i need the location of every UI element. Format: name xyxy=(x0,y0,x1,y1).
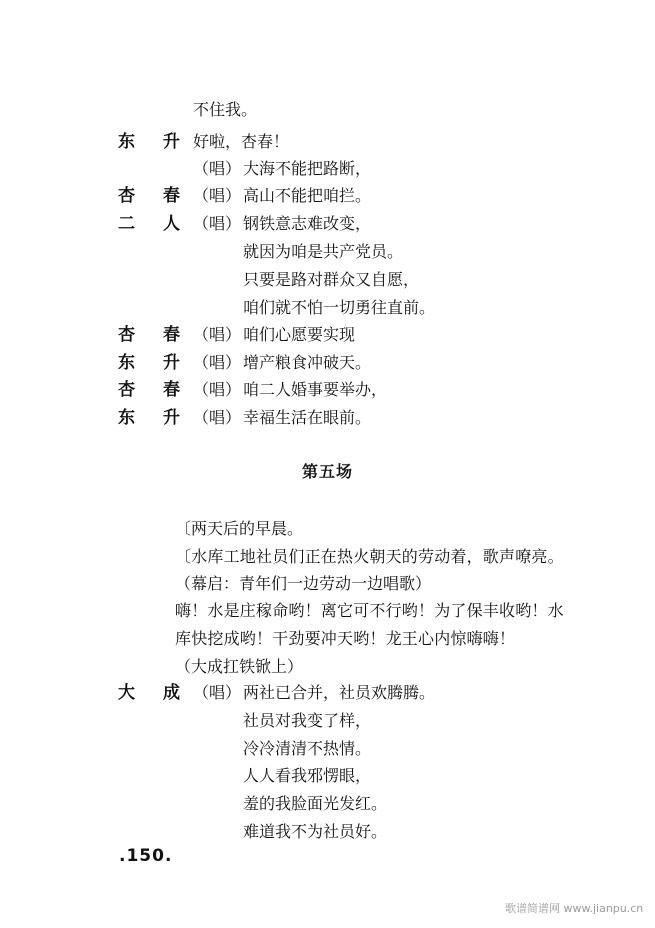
script-line xyxy=(0,737,655,761)
speaker-name: 杏 春 xyxy=(118,325,180,345)
script-line xyxy=(0,296,655,320)
script-line xyxy=(0,406,655,430)
line-text: 好啦，杏春！ xyxy=(193,132,290,151)
stage-direction: 〔两天后的早晨。 xyxy=(175,519,304,538)
sing-cue: （唱） xyxy=(193,186,242,205)
script-line xyxy=(0,323,655,347)
script-line xyxy=(0,378,655,402)
script-line xyxy=(0,240,655,264)
script-line xyxy=(0,184,655,208)
speaker-name: 杏 春 xyxy=(118,380,180,400)
script-line xyxy=(0,268,655,292)
line-text: 冷冷清清不热情。 xyxy=(243,739,372,758)
script-line xyxy=(0,98,655,122)
sing-cue: （唱） xyxy=(193,159,242,178)
line-text: 就因为咱是共产党员。 xyxy=(243,242,404,261)
line-text: 不住我。 xyxy=(193,100,258,119)
line-text: 两社已合并，社员欢腾腾。 xyxy=(243,683,436,702)
watermark: 歌谱简谱网 www.jianpu.cn xyxy=(505,902,644,915)
line-text: 增产粮食冲破天。 xyxy=(243,353,372,372)
line-text: 难道我不为社员好。 xyxy=(243,822,388,841)
script-line xyxy=(0,820,655,844)
song-line: 嗨！水是庄稼命哟！离它可不行哟！为了保丰收哟！水 xyxy=(175,601,564,620)
script-line xyxy=(0,351,655,375)
line-text: 只要是路对群众又自愿， xyxy=(243,270,420,289)
line-text: 咱二人婚事要举办， xyxy=(243,380,388,399)
sing-cue: （唱） xyxy=(193,325,242,344)
script-line xyxy=(0,764,655,788)
line-text: 咱们心愿要实现 xyxy=(243,325,356,344)
script-line xyxy=(0,709,655,733)
script-line xyxy=(0,130,655,154)
sing-cue: （唱） xyxy=(193,214,242,233)
sing-cue: （唱） xyxy=(193,408,242,427)
speaker-name: 东 升 xyxy=(118,408,180,428)
line-text: 钢铁意志难改变， xyxy=(243,214,372,233)
script-line xyxy=(0,212,655,236)
line-text: 咱们就不怕一切勇往直前。 xyxy=(243,298,436,317)
stage-direction: 〔水库工地社员们正在热火朝天的劳动着，歌声嘹亮。 xyxy=(175,547,564,566)
speaker-name: 东 升 xyxy=(118,132,180,152)
script-line xyxy=(0,681,655,705)
sing-cue: （唱） xyxy=(193,353,242,372)
script-line xyxy=(0,157,655,181)
line-text: 羞的我脸面光发红。 xyxy=(243,794,388,813)
line-text: 高山不能把咱拦。 xyxy=(243,186,372,205)
speaker-name: 杏 春 xyxy=(118,186,180,206)
line-text: 大海不能把路断， xyxy=(243,159,372,178)
song-line: 库快挖成哟！干劲要冲天哟！龙王心内惊嗨嗨！ xyxy=(175,629,516,648)
line-text: 人人看我邪愣眼， xyxy=(243,766,372,785)
stage-direction: （幕启：青年们一边劳动一边唱歌） xyxy=(175,574,432,593)
script-line xyxy=(0,792,655,816)
stage-direction: （大成扛铁锨上） xyxy=(175,657,304,676)
sing-cue: （唱） xyxy=(193,683,242,702)
line-text: 幸福生活在眼前。 xyxy=(243,408,372,427)
sing-cue: （唱） xyxy=(193,380,242,399)
speaker-name: 东 升 xyxy=(118,353,180,373)
speaker-name: 二 人 xyxy=(118,214,180,234)
line-text: 社员对我变了样， xyxy=(243,711,372,730)
scene-title: 第五场 xyxy=(301,462,353,481)
page-number: .150. xyxy=(119,846,173,866)
speaker-name: 大 成 xyxy=(118,683,180,703)
